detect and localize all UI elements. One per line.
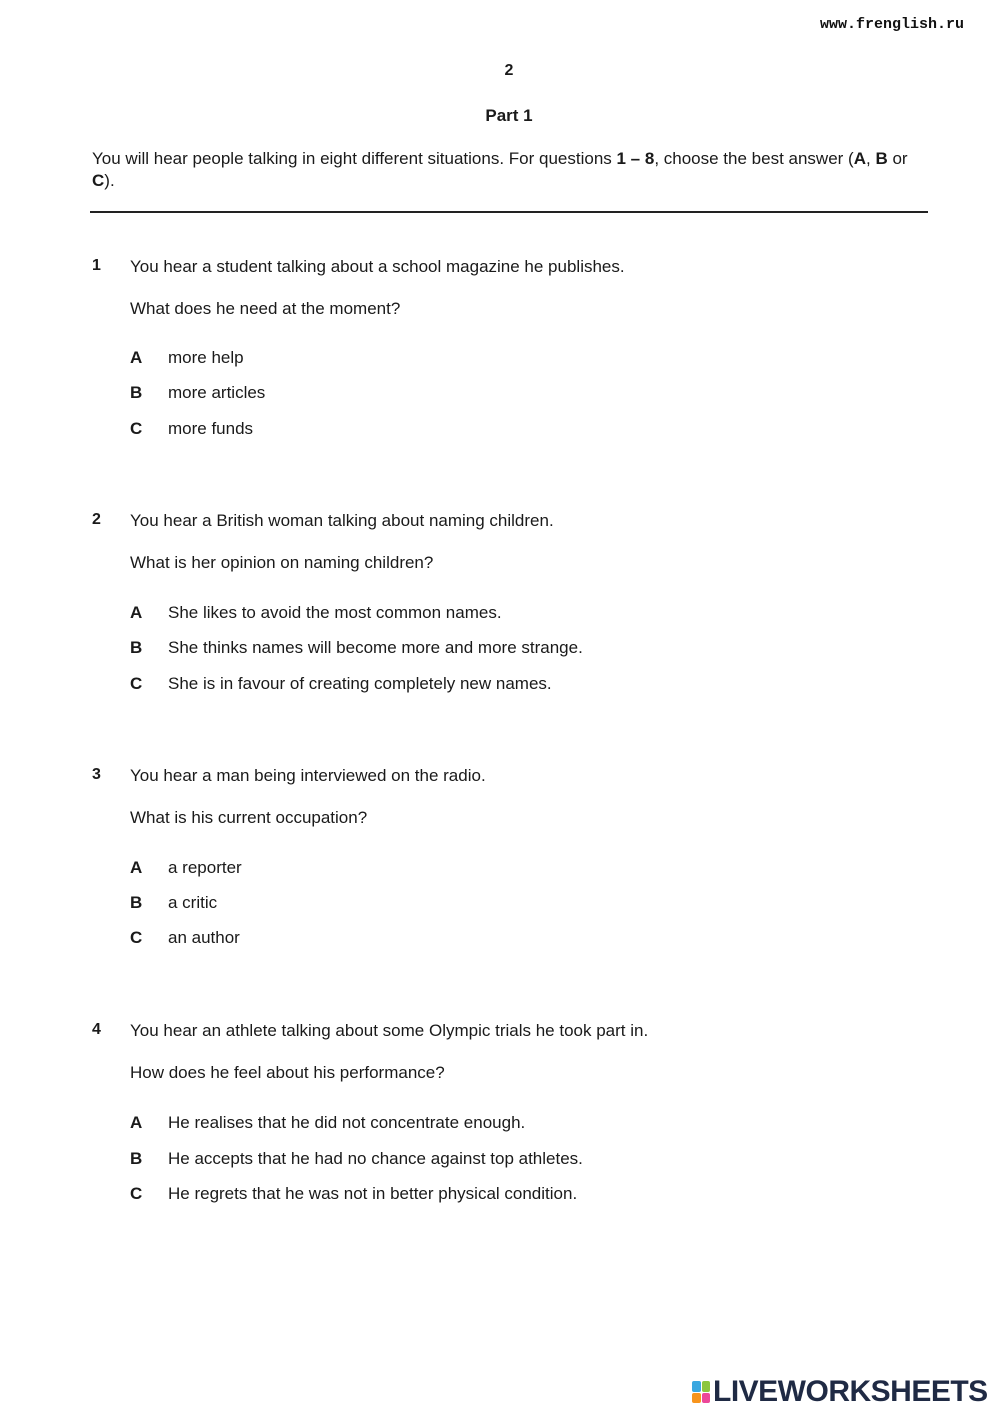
- option-text: more help: [168, 348, 244, 367]
- logo-square-3: [692, 1393, 701, 1404]
- question-prompt: How does he feel about his performance?: [130, 1063, 445, 1082]
- option-letter: A: [130, 603, 143, 622]
- divider: [90, 211, 928, 213]
- option-letter: A: [130, 348, 143, 367]
- logo-square-4: [702, 1393, 711, 1404]
- option-letter: C: [130, 419, 143, 438]
- option-text: She thinks names will become more and more strange.: [168, 638, 583, 657]
- liveworksheets-logo-icon: [692, 1381, 710, 1403]
- logo-square-1: [692, 1381, 701, 1392]
- option-letter: A: [130, 1113, 143, 1132]
- option-text: more funds: [168, 419, 254, 438]
- question-number: 2: [92, 511, 101, 528]
- page-number: 2: [504, 62, 514, 79]
- logo-square-2: [702, 1381, 711, 1392]
- option-text: She likes to avoid the most common names.: [168, 603, 502, 622]
- site-url: www.frenglish.ru: [819, 16, 964, 33]
- option-letter: B: [130, 1149, 143, 1168]
- option-text: She is in favour of creating completely new names.: [168, 674, 552, 693]
- question-number: 4: [92, 1021, 101, 1038]
- part-title: Part 1: [485, 106, 533, 125]
- question-text: You hear an athlete talking about some Olympic trials he took part in.: [130, 1021, 649, 1040]
- option-text: He accepts that he had no chance against top athletes.: [168, 1149, 583, 1168]
- question-text: You hear a man being interviewed on the radio.: [130, 766, 486, 785]
- instructions: You will hear people talking in eight different situations. For questions 1 – 8, choose the best answer (A, B or C).: [92, 149, 908, 190]
- question-prompt: What does he need at the moment?: [130, 299, 401, 318]
- question-number: 3: [92, 766, 101, 783]
- option-text: He realises that he did not concentrate enough.: [168, 1113, 526, 1132]
- option-letter: B: [130, 383, 143, 402]
- logo-text: LIVEWORKSHEETS: [713, 1375, 988, 1408]
- option-text: a critic: [168, 893, 218, 912]
- question-prompt: What is his current occupation?: [130, 808, 368, 827]
- option-text: a reporter: [168, 858, 242, 877]
- option-letter: B: [130, 638, 143, 657]
- option-letter: B: [130, 893, 143, 912]
- option-letter: C: [130, 674, 143, 693]
- option-text: an author: [168, 928, 240, 947]
- option-letter: C: [130, 928, 143, 947]
- option-text: more articles: [168, 383, 266, 402]
- question-text: You hear a British woman talking about naming children.: [130, 511, 554, 530]
- option-text: He regrets that he was not in better physical condition.: [168, 1184, 578, 1203]
- option-letter: C: [130, 1184, 143, 1203]
- question-text: You hear a student talking about a school magazine he publishes.: [130, 257, 625, 276]
- liveworksheets-logo[interactable]: [692, 1376, 988, 1408]
- question-prompt: What is her opinion on naming children?: [130, 553, 434, 572]
- question-number: 1: [92, 257, 101, 274]
- option-letter: A: [130, 858, 143, 877]
